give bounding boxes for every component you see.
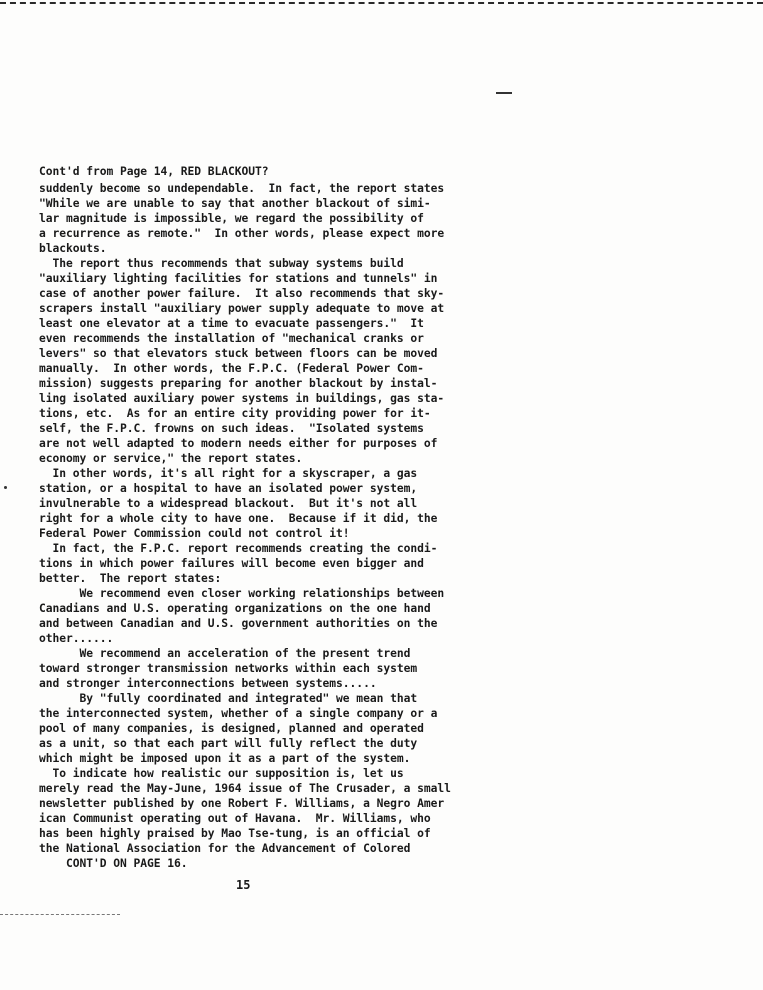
text-line: economy or service," the report states. (39, 452, 303, 465)
text-line: In other words, it's all right for a skyscraper, a gas (39, 467, 418, 480)
text-line: toward stronger transmission networks within each system (39, 662, 418, 675)
text-line: We recommend even closer working relationships between (39, 587, 445, 600)
text-line: has been highly praised by Mao Tse-tung, is an official of (39, 827, 431, 840)
text-line: suddenly become so undependable. In fact, the report states (39, 182, 445, 195)
text-line: the National Association for the Advancement of Colored (39, 842, 411, 855)
top-edge-rule (0, 2, 763, 4)
text-line: case of another power failure. It also recommends that sky- (39, 287, 445, 300)
text-line: merely read the May-June, 1964 issue of The Crusader, a small (39, 782, 451, 795)
text-line: tions in which power failures will become even bigger and (39, 557, 424, 570)
text-line: levers" so that elevators stuck between floors can be moved (39, 347, 438, 360)
text-line: lar magnitude is impossible, we regard the possibility of (39, 212, 424, 225)
continuation-note: CONT'D ON PAGE 16. (39, 857, 188, 870)
text-line: The report thus recommends that subway systems build (39, 257, 404, 270)
text-line: station, or a hospital to have an isolated power system, (39, 482, 418, 495)
text-line: which might be imposed upon it as a part of the system. (39, 752, 411, 765)
text-line: and stronger interconnections between systems..... (39, 677, 377, 690)
text-line: Canadians and U.S. operating organizations on the one hand (39, 602, 431, 615)
margin-mark (496, 92, 512, 94)
text-line: are not well adapted to modern needs either for purposes of (39, 437, 438, 450)
text-line: a recurrence as remote." In other words, please expect more (39, 227, 445, 240)
text-line: right for a whole city to have one. Because if it did, the (39, 512, 438, 525)
text-line: invulnerable to a widespread blackout. But it's not all (39, 497, 418, 510)
text-line: tions, etc. As for an entire city providing power for it- (39, 407, 431, 420)
text-line: blackouts. (39, 242, 107, 255)
text-line: We recommend an acceleration of the present trend (39, 647, 411, 660)
article-body (39, 164, 499, 871)
text-line: "While we are unable to say that another blackout of simi- (39, 197, 431, 210)
text-line: In fact, the F.P.C. report recommends creating the condi- (39, 542, 438, 555)
text-line: newsletter published by one Robert F. Williams, a Negro Amer (39, 797, 445, 810)
margin-dot (4, 486, 7, 489)
text-line: ican Communist operating out of Havana. Mr. Williams, who (39, 812, 431, 825)
text-line: mission) suggests preparing for another blackout by instal- (39, 377, 438, 390)
bottom-edge-rule (0, 914, 120, 915)
text-line: By "fully coordinated and integrated" we mean that (39, 692, 418, 705)
text-line: and between Canadian and U.S. government authorities on the (39, 617, 438, 630)
text-line: better. The report states: (39, 572, 222, 585)
text-line: self, the F.P.C. frowns on such ideas. "Isolated systems (39, 422, 424, 435)
text-line: pool of many companies, is designed, planned and operated (39, 722, 424, 735)
page-number: 15 (236, 878, 251, 892)
text-line: as a unit, so that each part will fully reflect the duty (39, 737, 418, 750)
text-line: scrapers install "auxiliary power supply adequate to move at (39, 302, 445, 315)
text-line: Cont'd from Page 14, RED BLACKOUT? (39, 165, 269, 178)
text-line: the interconnected system, whether of a single company or a (39, 707, 438, 720)
text-line: Federal Power Commission could not control it! (39, 527, 350, 540)
text-line: least one elevator at a time to evacuate passengers." It (39, 317, 424, 330)
text-line: ling isolated auxiliary power systems in buildings, gas sta- (39, 392, 445, 405)
text-line: even recommends the installation of "mechanical cranks or (39, 332, 424, 345)
text-line: manually. In other words, the F.P.C. (Federal Power Com- (39, 362, 424, 375)
text-line: other...... (39, 632, 114, 645)
text-line: "auxiliary lighting facilities for stations and tunnels" in (39, 272, 438, 285)
text-line: To indicate how realistic our supposition is, let us (39, 767, 404, 780)
